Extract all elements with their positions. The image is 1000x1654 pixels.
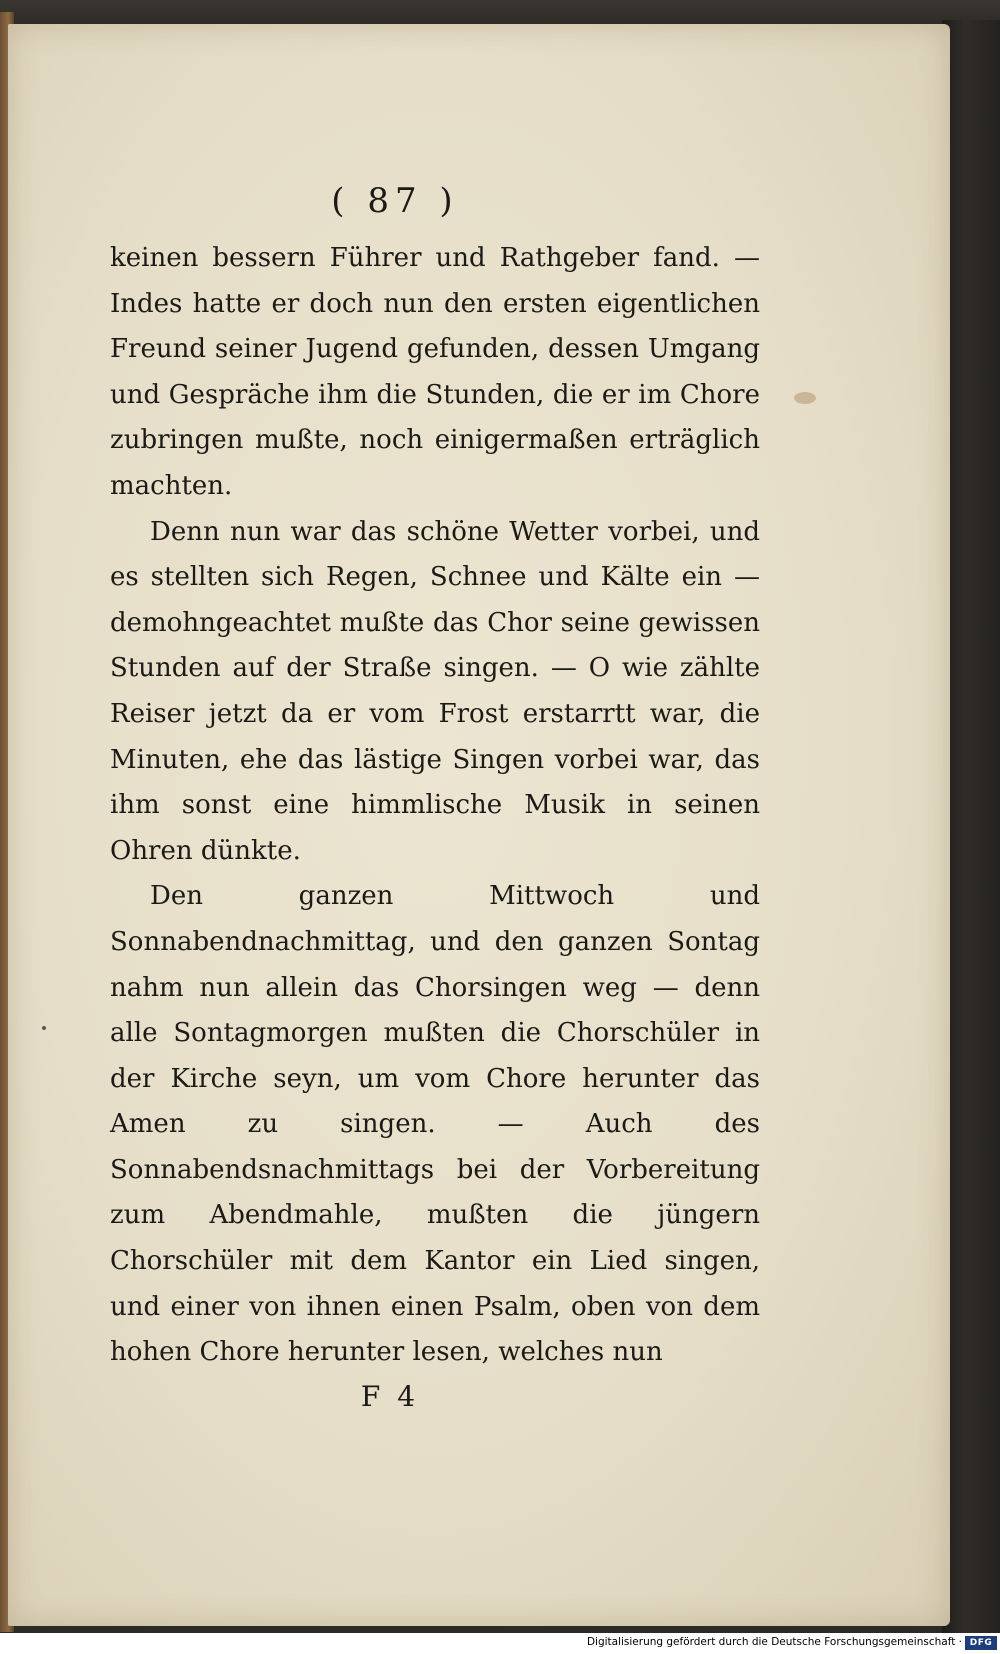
funding-credit: Digitalisierung gefördert durch die Deutsche Forschungsgemeinschaft · [586,1636,962,1648]
digitization-footer [0,1633,1000,1654]
dfg-logo-icon: DFG [965,1636,997,1650]
paragraph-2: Denn nun war das schöne Wetter vorbei, und es stellten sich Regen, Schnee und Kälte ein — demohngeachtet mußte das Chor seine gewissen Stunden auf der Straße singen. — O wie zählte Reiser jetzt da er vom Frost erstarrtt war, die Minuten, ehe das lästige Singen vorbei war, das ihm sonst eine himmlische Musik in seinen Ohren dünkte. [110,516,760,866]
paper-speck [42,1026,46,1030]
page-number: ( 87 ) [331,181,459,221]
book-side-shadow [942,20,1000,1640]
signature-mark: F 4 [360,1379,420,1413]
paper-stain [794,392,816,404]
paragraph-1: keinen bessern Führer und Rathgeber fand. — Indes hatte er doch nun den ersten eigentlichen Freund seiner Jugend gefunden, dessen Umgang und Gespräche ihm die Stunden, die er im Chore zubringen mußte, noch einigermaßen erträglich machten. [110,243,760,501]
page-text [110,172,760,1413]
paragraph-3: Den ganzen Mittwoch und Sonnabendnachmittag, und den ganzen Sontag nahm nun allein das Chorsingen weg — denn alle Sontagmorgen mußten die Chorschüler in der Kirche seyn, um vom Chore herunter das Amen zu singen. — Auch des Sonnabendsnachmittags bei der Vorbereitung zum Abendmahle, mußten die jüngern Chorschüler mit dem Kantor ein Lied singen, und einer von ihnen einen Psalm, oben von dem hohen Chore herunter lesen, welches nun [110,881,760,1368]
